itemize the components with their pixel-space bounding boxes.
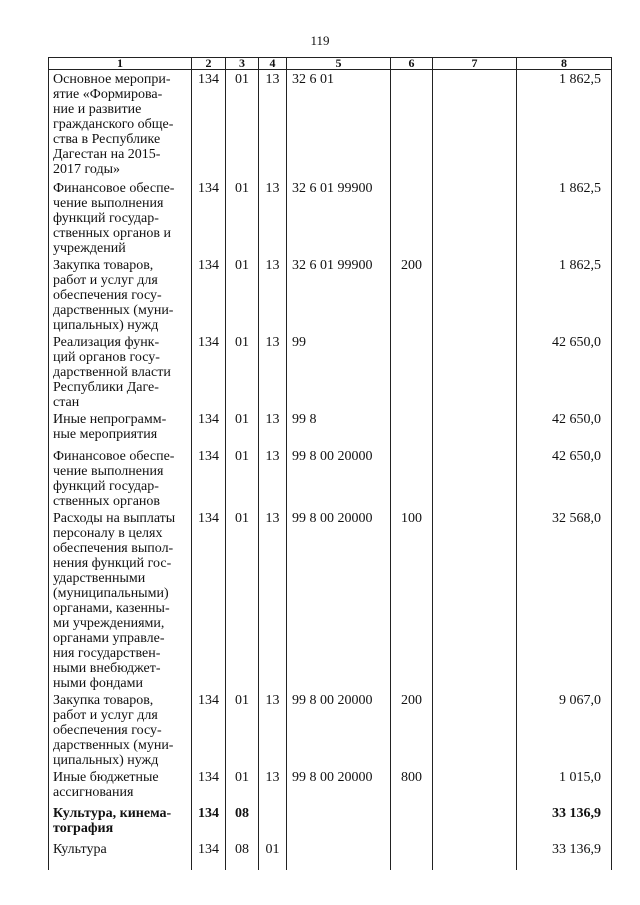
grbs-code: 134 bbox=[192, 840, 226, 870]
section-code: 08 bbox=[226, 804, 259, 840]
page-number: 119 bbox=[310, 33, 330, 48]
grbs-code: 134 bbox=[192, 768, 226, 804]
section-code: 01 bbox=[226, 70, 259, 179]
subsection-code: 13 bbox=[259, 333, 287, 410]
table-row bbox=[49, 333, 612, 410]
column-7-value bbox=[433, 256, 517, 333]
amount: 33 136,9 bbox=[517, 840, 612, 870]
expense-name: Культура bbox=[49, 840, 192, 870]
amount: 32 568,0 bbox=[517, 509, 612, 691]
amount: 42 650,0 bbox=[517, 333, 612, 410]
column-7-value bbox=[433, 410, 517, 447]
expense-type-code bbox=[391, 804, 433, 840]
column-7-value bbox=[433, 691, 517, 768]
subsection-code bbox=[259, 804, 287, 840]
grbs-code: 134 bbox=[192, 410, 226, 447]
expense-type-code: 800 bbox=[391, 768, 433, 804]
section-code: 01 bbox=[226, 333, 259, 410]
grbs-code: 134 bbox=[192, 70, 226, 179]
table-row bbox=[49, 768, 612, 804]
expense-name: Финансовое обеспе- чение выполнения функций государ- ственных органов и учреждений bbox=[49, 179, 192, 256]
amount: 1 015,0 bbox=[517, 768, 612, 804]
target-article-code: 99 8 bbox=[287, 410, 391, 447]
subsection-code: 13 bbox=[259, 447, 287, 509]
expense-name: Культура, кинема- тография bbox=[49, 804, 192, 840]
expense-type-code bbox=[391, 840, 433, 870]
column-7-value bbox=[433, 840, 517, 870]
grbs-code: 134 bbox=[192, 179, 226, 256]
section-code: 01 bbox=[226, 179, 259, 256]
table-row bbox=[49, 179, 612, 256]
amount: 1 862,5 bbox=[517, 179, 612, 256]
subsection-code: 13 bbox=[259, 256, 287, 333]
expense-type-code bbox=[391, 447, 433, 509]
expense-name: Закупка товаров, работ и услуг для обеспечения госу- дарственных (муни- ципальных) нужд bbox=[49, 256, 192, 333]
target-article-code: 99 bbox=[287, 333, 391, 410]
expense-type-code: 200 bbox=[391, 256, 433, 333]
subsection-code: 13 bbox=[259, 691, 287, 768]
expense-name: Иные непрограмм- ные мероприятия bbox=[49, 410, 192, 447]
column-7-value bbox=[433, 509, 517, 691]
table-row bbox=[49, 256, 612, 333]
target-article-code bbox=[287, 840, 391, 870]
section-code: 01 bbox=[226, 256, 259, 333]
column-header: 6 bbox=[391, 58, 433, 70]
target-article-code: 32 6 01 99900 bbox=[287, 256, 391, 333]
grbs-code: 134 bbox=[192, 691, 226, 768]
expense-type-code: 100 bbox=[391, 509, 433, 691]
target-article-code: 99 8 00 20000 bbox=[287, 447, 391, 509]
column-7-value bbox=[433, 447, 517, 509]
column-header: 8 bbox=[517, 58, 612, 70]
column-header: 5 bbox=[287, 58, 391, 70]
expense-name: Основное меропри- ятие «Формирова- ние и развитие гражданского обще- ства в Республике Дагестан на 2015- 2017 годы» bbox=[49, 70, 192, 179]
table-row bbox=[49, 70, 612, 179]
expense-type-code bbox=[391, 333, 433, 410]
column-7-value bbox=[433, 768, 517, 804]
target-article-code: 99 8 00 20000 bbox=[287, 509, 391, 691]
column-header: 2 bbox=[192, 58, 226, 70]
expense-name: Иные бюджетные ассигнования bbox=[49, 768, 192, 804]
amount: 9 067,0 bbox=[517, 691, 612, 768]
table-row bbox=[49, 410, 612, 447]
column-7-value bbox=[433, 333, 517, 410]
amount: 1 862,5 bbox=[517, 70, 612, 179]
table-row bbox=[49, 840, 612, 870]
grbs-code: 134 bbox=[192, 447, 226, 509]
subsection-code: 13 bbox=[259, 768, 287, 804]
target-article-code: 32 6 01 bbox=[287, 70, 391, 179]
subsection-code: 13 bbox=[259, 509, 287, 691]
expense-name: Расходы на выплаты персоналу в целях обеспечения выпол- нения функций гос- ударственными (муниципальными) органами, казенны- ми учреждениями, органами управле- ния государствен- ными внебюджет- ными фондами bbox=[49, 509, 192, 691]
section-code: 08 bbox=[226, 840, 259, 870]
column-7-value bbox=[433, 179, 517, 256]
table-header-row bbox=[49, 58, 612, 70]
column-header: 4 bbox=[259, 58, 287, 70]
subsection-code: 13 bbox=[259, 179, 287, 256]
expense-name: Реализация функ- ций органов госу- дарственной власти Республики Даге- стан bbox=[49, 333, 192, 410]
column-header: 7 bbox=[433, 58, 517, 70]
amount: 42 650,0 bbox=[517, 410, 612, 447]
expense-type-code: 200 bbox=[391, 691, 433, 768]
expense-name: Закупка товаров, работ и услуг для обеспечения госу- дарственных (муни- ципальных) нужд bbox=[49, 691, 192, 768]
expense-type-code bbox=[391, 179, 433, 256]
budget-table bbox=[48, 57, 612, 870]
expense-name: Финансовое обеспе- чение выполнения функций государ- ственных органов bbox=[49, 447, 192, 509]
grbs-code: 134 bbox=[192, 333, 226, 410]
table-row bbox=[49, 804, 612, 840]
target-article-code: 32 6 01 99900 bbox=[287, 179, 391, 256]
column-header: 3 bbox=[226, 58, 259, 70]
section-code: 01 bbox=[226, 509, 259, 691]
table-row bbox=[49, 447, 612, 509]
section-code: 01 bbox=[226, 691, 259, 768]
table-row bbox=[49, 691, 612, 768]
table-row bbox=[49, 509, 612, 691]
section-code: 01 bbox=[226, 447, 259, 509]
column-header: 1 bbox=[49, 58, 192, 70]
expense-type-code bbox=[391, 70, 433, 179]
target-article-code: 99 8 00 20000 bbox=[287, 768, 391, 804]
section-code: 01 bbox=[226, 768, 259, 804]
section-code: 01 bbox=[226, 410, 259, 447]
target-article-code: 99 8 00 20000 bbox=[287, 691, 391, 768]
amount: 42 650,0 bbox=[517, 447, 612, 509]
subsection-code: 13 bbox=[259, 70, 287, 179]
target-article-code bbox=[287, 804, 391, 840]
column-7-value bbox=[433, 804, 517, 840]
column-7-value bbox=[433, 70, 517, 179]
subsection-code: 01 bbox=[259, 840, 287, 870]
subsection-code: 13 bbox=[259, 410, 287, 447]
expense-type-code bbox=[391, 410, 433, 447]
grbs-code: 134 bbox=[192, 509, 226, 691]
grbs-code: 134 bbox=[192, 256, 226, 333]
amount: 33 136,9 bbox=[517, 804, 612, 840]
amount: 1 862,5 bbox=[517, 256, 612, 333]
grbs-code: 134 bbox=[192, 804, 226, 840]
